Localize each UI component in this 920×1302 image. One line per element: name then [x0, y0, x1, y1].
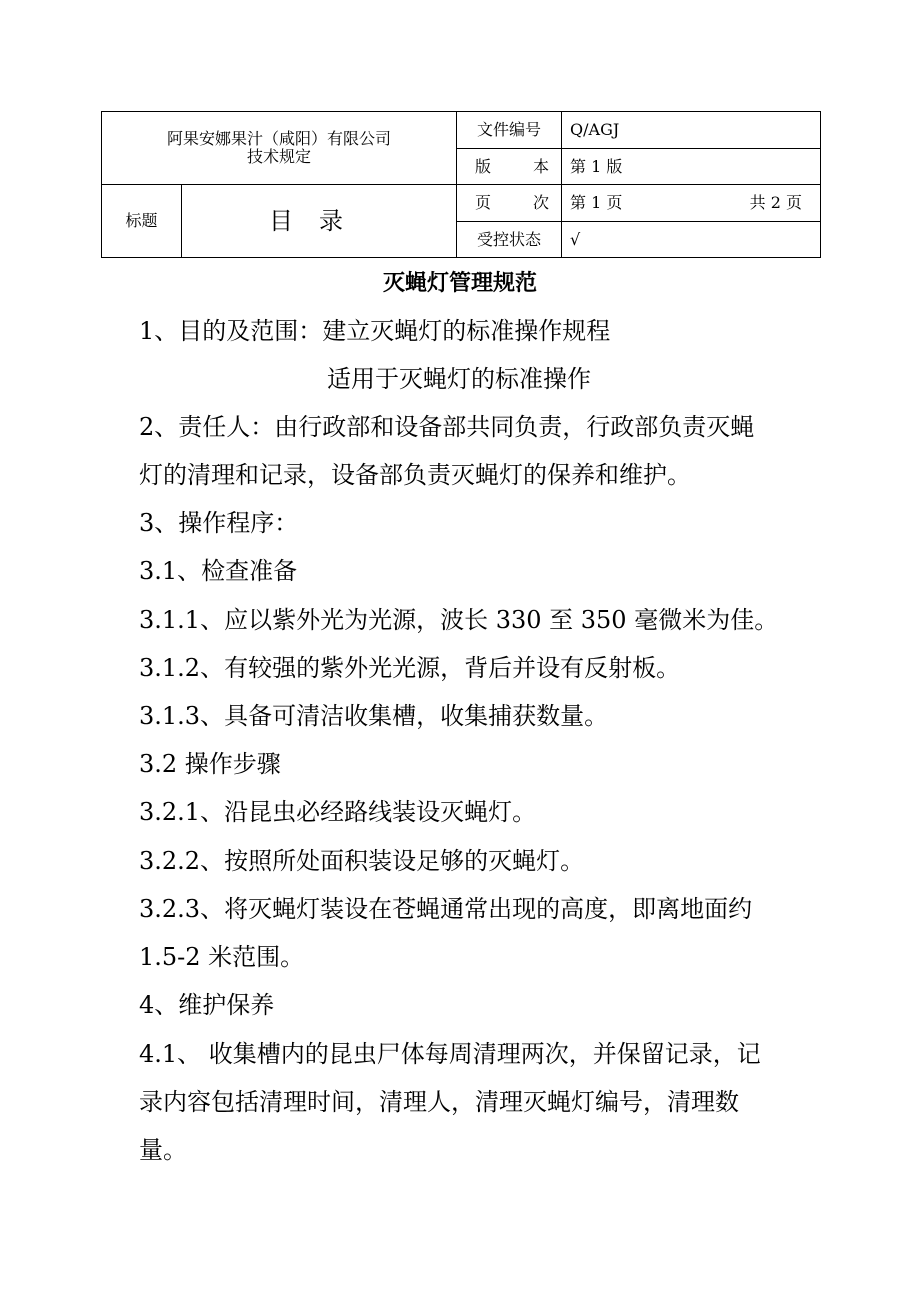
document-header-table	[101, 111, 821, 258]
page-label-part: 次	[533, 193, 550, 212]
body-line: 3.1.1、应以紫外光为光源，波长 330 至 350 毫微米为佳。	[139, 606, 779, 634]
title-value: 目录	[182, 185, 457, 258]
body-line: 适用于灭蝇灯的标准操作	[327, 365, 591, 393]
body-line: 3.2.1、沿昆虫必经路线装设灭蝇灯。	[139, 798, 537, 826]
page-total: 共 2 页	[749, 193, 803, 212]
doc-number-value: Q/AGJ	[562, 112, 821, 149]
body-line: 4.1、 收集槽内的昆虫尸体每周清理两次，并保留记录，记	[139, 1040, 761, 1068]
body-line: 量。	[139, 1136, 187, 1164]
version-label-cell	[457, 149, 562, 185]
doc-number-label: 文件编号	[477, 120, 542, 139]
body-line: 2、责任人：由行政部和设备部共同负责，行政部负责灭蝇	[139, 413, 755, 441]
body-line: 灯的清理和记录，设备部负责灭蝇灯的保养和维护。	[139, 461, 691, 489]
body-line: 1.5-2 米范围。	[139, 943, 305, 971]
page-number: 第 1 页	[570, 193, 623, 212]
body-line: 4、维护保养	[139, 991, 275, 1019]
page-value-cell	[562, 185, 821, 222]
version-label-part: 本	[533, 156, 550, 176]
body-line: 录内容包括清理时间，清理人，清理灭蝇灯编号，清理数	[139, 1088, 739, 1116]
title-label: 标题	[102, 185, 182, 258]
company-name: 阿果安娜果汁（咸阳）有限公司	[167, 129, 392, 148]
company-cell	[102, 112, 457, 185]
body-line: 3.2.3、将灭蝇灯装设在苍蝇通常出现的高度，即离地面约	[139, 895, 753, 923]
control-status-label-cell	[457, 222, 562, 258]
control-status-label: 受控状态	[477, 229, 542, 249]
document-type: 技术规定	[247, 147, 312, 166]
body-line: 3.1.2、有较强的紫外光光源，背后并设有反射板。	[139, 654, 681, 682]
body-line: 3.2.2、按照所处面积装设足够的灭蝇灯。	[139, 847, 585, 875]
body-line: 3.1.3、具备可清洁收集槽，收集捕获数量。	[139, 702, 609, 730]
body-line: 1、目的及范围：建立灭蝇灯的标准操作规程	[139, 317, 611, 345]
doc-number-label-cell	[457, 112, 562, 149]
page-label-part: 页	[475, 193, 492, 212]
version-label-part: 版	[475, 156, 492, 176]
body-line: 3.2 操作步骤	[139, 750, 281, 778]
document-title: 灭蝇灯管理规范	[382, 271, 537, 296]
body-line: 3.1、检查准备	[139, 557, 298, 585]
page-label-cell	[457, 185, 562, 222]
version-value: 第 1 版	[562, 149, 821, 185]
body-line: 3、操作程序：	[139, 509, 299, 537]
control-status-value: √	[562, 222, 821, 258]
